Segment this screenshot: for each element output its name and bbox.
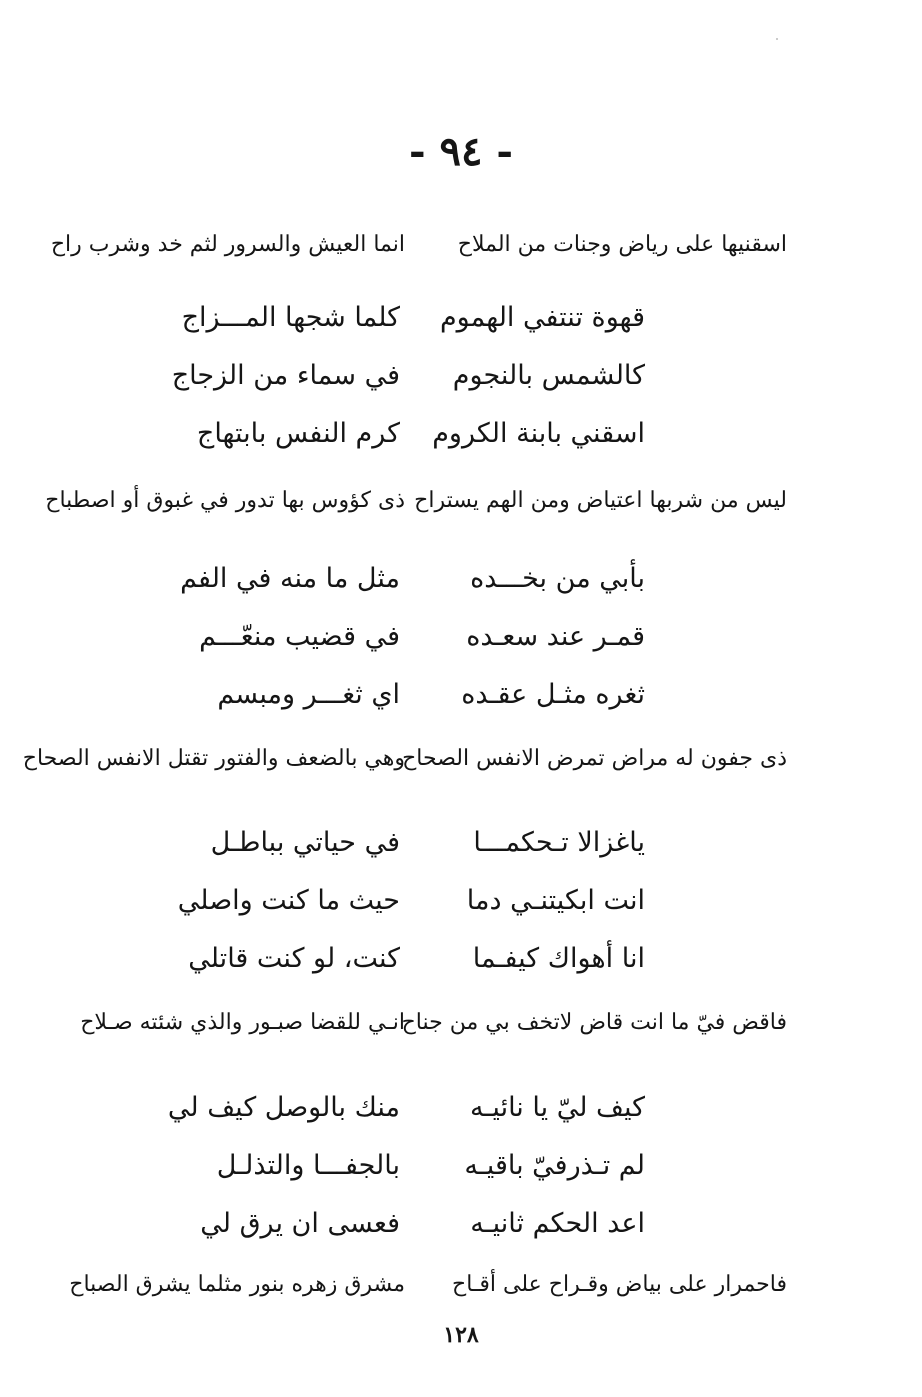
hemistich-second: بالجفـــا والتذلـل <box>216 1150 400 1181</box>
hemistich-second: في حياتي بباطـل <box>210 827 400 858</box>
hemistich-first: كيف ليّ يا نائيـه <box>470 1092 645 1123</box>
hemistich-second: انما العيش والسرور لثم خد وشرب راح <box>50 232 405 257</box>
hemistich-first: فاحمرار على بياض وقـراح على أقـاح <box>452 1272 787 1297</box>
hemistich-second: فعسى ان يرق لي <box>200 1208 400 1239</box>
hemistich-first: لم تـذرفيّ باقيـه <box>464 1150 645 1181</box>
hemistich-second: كلما شجها المـــزاج <box>181 302 400 333</box>
hemistich-first: ياغزالا تـحكمـــا <box>473 827 645 858</box>
hemistich-second: مشرق زهره بنور مثلما يشرق الصباح <box>69 1272 405 1297</box>
poem-number: - ٩٤ - <box>408 128 514 175</box>
hemistich-first: ليس من شربها اعتياض ومن الهم يستراح <box>414 488 787 513</box>
hemistich-second: منك بالوصل كيف لي <box>167 1092 400 1123</box>
page-number: ١٢٨ <box>443 1322 479 1348</box>
hemistich-second: في سماء من الزجاج <box>171 360 400 391</box>
hemistich-second: كرم النفس بابتهاج <box>196 418 400 449</box>
hemistich-second: ذى كؤوس بها تدور في غبوق أو اصطباح <box>45 488 405 513</box>
hemistich-first: انا أهواك كيفـما <box>472 943 645 974</box>
hemistich-first: قمـر عند سعـده <box>466 621 645 652</box>
hemistich-first: كالشمس بالنجوم <box>452 360 645 391</box>
hemistich-first: ذى جفون له مراض تمرض الانفس الصحاح <box>402 746 787 771</box>
hemistich-second: انـي للقضا صبـور والذي شئته صـلاح <box>80 1010 405 1035</box>
hemistich-first: ثغره مثـل عقـده <box>461 679 645 710</box>
hemistich-first: فاقض فيّ ما انت قاض لاتخف بي من جناح <box>401 1010 787 1035</box>
hemistich-first: اسقني بابنة الكروم <box>432 418 645 449</box>
hemistich-first: اعد الحكم ثانيـه <box>470 1208 645 1239</box>
hemistich-second: اي ثغـــر ومبسم <box>217 679 400 710</box>
hemistich-second: في قضيب منعّـــم <box>199 621 400 652</box>
hemistich-second: حيث ما كنت واصلي <box>177 885 400 916</box>
hemistich-second: مثل ما منه في الفم <box>180 563 400 594</box>
hemistich-first: بأبي من بخـــده <box>470 563 645 594</box>
hemistich-first: قهوة تنتفي الهموم <box>439 302 645 333</box>
hemistich-second: وهي بالضعف والفتور تقتل الانفس الصحاح <box>22 746 405 771</box>
hemistich-second: كنت، لو كنت قاتلي <box>188 943 400 974</box>
hemistich-first: انت ابكيتنـي دما <box>466 885 645 916</box>
hemistich-first: اسقنيها على رياض وجنات من الملاح <box>457 232 787 257</box>
paper-speck <box>776 38 778 40</box>
